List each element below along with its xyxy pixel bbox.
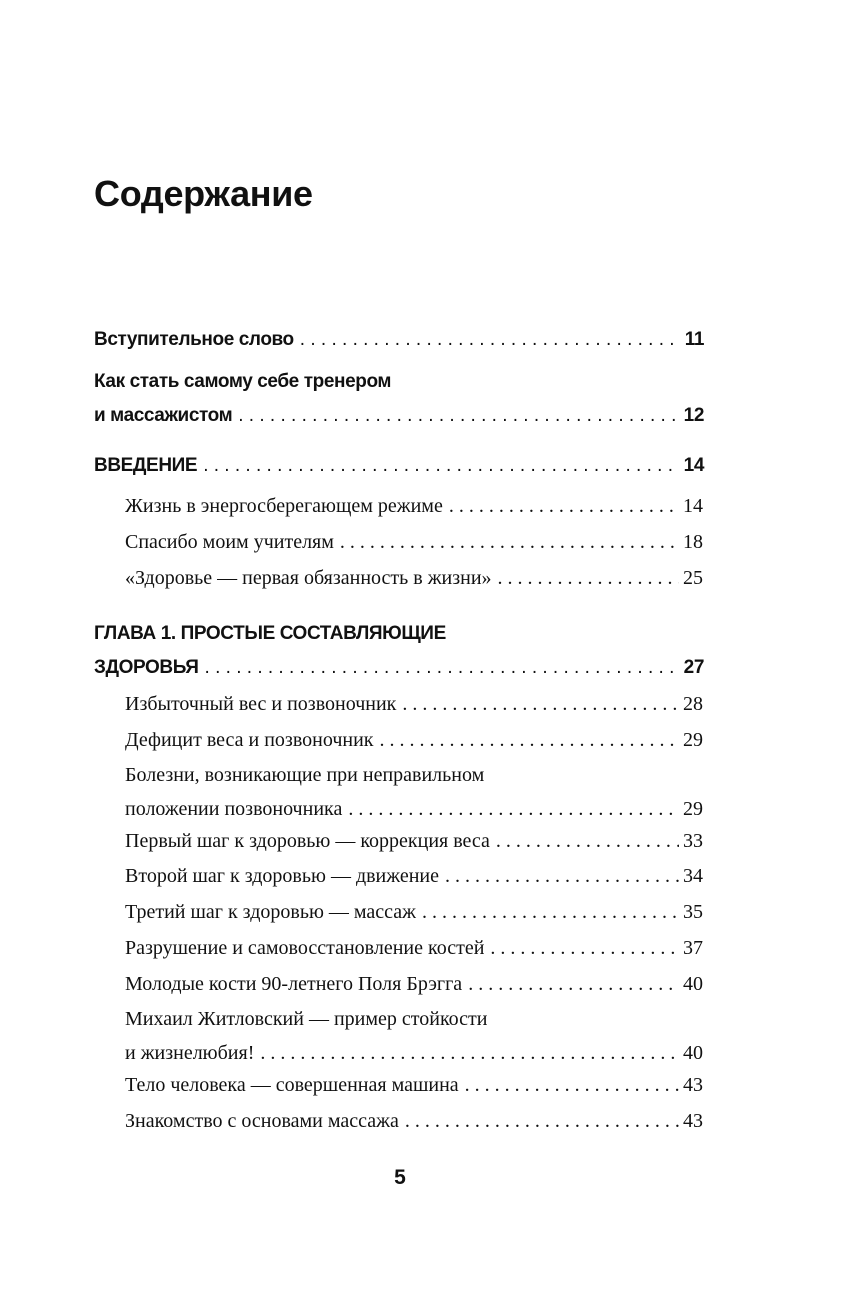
dot-leader: [498, 560, 679, 596]
toc-entry: [125, 759, 703, 827]
dot-leader: [405, 1103, 679, 1139]
toc-entry-title: Разрушение и самовосстановление костей: [125, 937, 485, 959]
toc-entry-title: Знакомство с основами массажа: [125, 1110, 399, 1132]
toc-entry-title-line: Болезни, возникающие при неправильном: [125, 764, 485, 786]
toc-entry-title: Первый шаг к здоровью — коррекция веса: [125, 830, 490, 852]
dot-leader: [402, 686, 679, 722]
dot-leader: [422, 894, 679, 930]
toc-entry-page: 43: [683, 1110, 703, 1132]
dot-leader: [496, 823, 679, 859]
dot-leader: [203, 448, 679, 484]
toc-entry-page: 37: [683, 937, 703, 959]
toc-entry: [125, 894, 703, 930]
dot-leader: [380, 722, 680, 758]
toc-entry: [94, 618, 704, 686]
toc-entry-page: 35: [683, 901, 703, 923]
toc-entry: [94, 366, 704, 434]
toc-entry-title: ЗДОРОВЬЯ: [94, 657, 199, 678]
toc-entry-title: и массажистом: [94, 405, 233, 426]
toc-entry-page: 33: [683, 830, 703, 852]
toc-entry-title: Дефицит веса и позвоночник: [125, 729, 374, 751]
dot-leader: [449, 488, 679, 524]
dot-leader: [348, 791, 679, 827]
toc-entry: [125, 1067, 703, 1103]
dot-leader: [205, 650, 680, 686]
toc-entry-title-line: Михаил Житловский — пример стойкости: [125, 1008, 488, 1030]
toc-entry-page: 43: [683, 1074, 703, 1096]
dot-leader: [490, 930, 679, 966]
toc-entry-title: Жизнь в энергосберегающем режиме: [125, 495, 443, 517]
toc-entry: [94, 448, 704, 484]
dot-leader: [445, 858, 679, 894]
toc-entry-title: и жизнелюбия!: [125, 1042, 255, 1064]
toc-entry-page: 40: [683, 973, 703, 995]
dot-leader: [260, 1035, 679, 1071]
toc-entry-page: 27: [683, 657, 704, 678]
toc-entry: [125, 1003, 703, 1071]
toc-entry-title: Вступительное слово: [94, 329, 294, 350]
toc-entry: [94, 322, 704, 358]
toc-entry-title: «Здоровье — первая обязанность в жизни»: [125, 567, 492, 589]
toc-entry-page: 14: [683, 495, 703, 517]
toc-entry-title: Молодые кости 90-летнего Поля Брэгга: [125, 973, 463, 995]
toc-entry-title: Спасибо моим учителям: [125, 531, 334, 553]
toc-entry-page: 12: [683, 405, 704, 426]
toc-entry: [125, 524, 703, 560]
toc-entry: [125, 858, 703, 894]
toc-entry-page: 11: [684, 329, 704, 350]
toc-entry-page: 28: [683, 693, 703, 715]
dot-leader: [340, 524, 679, 560]
toc-entry: [125, 686, 703, 722]
toc-entry-title: ВВЕДЕНИЕ: [94, 455, 198, 476]
toc-entry-page: 18: [683, 531, 703, 553]
dot-leader: [238, 398, 679, 434]
dot-leader: [300, 322, 681, 358]
toc-entry-title-line: Как стать самому себе тренером: [94, 371, 392, 392]
toc-entry: [125, 823, 703, 859]
toc-entry: [125, 1103, 703, 1139]
toc-entry-title: Третий шаг к здоровью — массаж: [125, 901, 416, 923]
toc-entry-title: Тело человека — совершенная машина: [125, 1074, 459, 1096]
page-title: Содержание: [94, 173, 313, 214]
toc-entry-title-line: ГЛАВА 1. ПРОСТЫЕ СОСТАВЛЯЮЩИЕ: [94, 623, 446, 644]
toc-entry-page: 29: [683, 729, 703, 751]
toc-entry: [125, 966, 703, 1002]
toc-entry-title: положении позвоночника: [125, 798, 343, 820]
page-number: 5: [394, 1166, 406, 1189]
dot-leader: [465, 1067, 679, 1103]
toc-entry-page: 25: [683, 567, 703, 589]
toc-entry-page: 34: [683, 865, 703, 887]
toc-entry-title: Избыточный вес и позвоночник: [125, 693, 397, 715]
toc-entry-page: 40: [683, 1042, 703, 1064]
toc-entry-title: Второй шаг к здоровью — движение: [125, 865, 439, 887]
toc-entry: [125, 560, 703, 596]
toc-entry: [125, 722, 703, 758]
toc-entry: [125, 488, 703, 524]
toc-entry-page: 14: [683, 455, 704, 476]
toc-entry-page: 29: [683, 798, 703, 820]
toc-entry: [125, 930, 703, 966]
dot-leader: [468, 966, 679, 1002]
